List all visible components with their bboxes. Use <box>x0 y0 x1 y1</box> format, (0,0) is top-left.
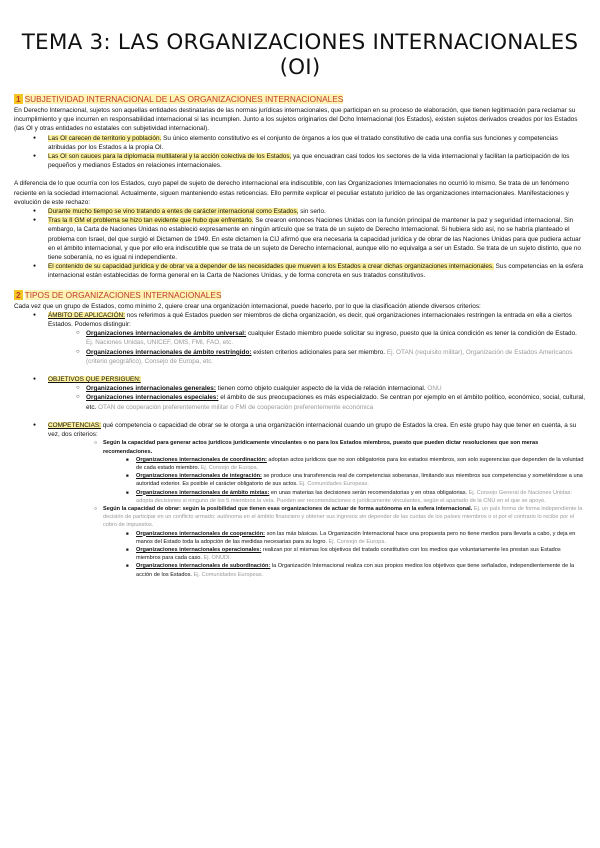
list-item: ● El contenido de su capacidad jurídica y de obrar va a depender de las necesidades que mueven a los Estados a crear dichas organizaciones internacionales. Sus competencias en la esfera internacional están establecidas de forma general en la Carta de Naciones Unidas, y de forma concreta en sus tratados constitutivos. <box>14 262 586 280</box>
list-item: ● Las OI son cauces para la diplomacia multilateral y la acción colectiva de los Estados, ya que encuadran casi todos los sectores de la vida internacional y facilitan la participación de los pequeños y medianos Estados en relaciones internacionales. <box>14 152 586 170</box>
criterion-objectives: ● OBJETIVOS QUE PERSIGUEN: <box>14 375 586 384</box>
page-title: TEMA 3: LAS ORGANIZACIONES INTERNACIONALES (OI) <box>21 30 579 80</box>
list-item: ■ Organizaciones internacionales operacionales: realizan por sí mismas los objetivos del tratado constitutivo con los medios que voluntariamente les prestan sus Estados miembros para cada caso. Ej. ONUDI. <box>14 546 586 562</box>
list-item: ○ Organizaciones internacionales de ámbito universal: cualquier Estado miembro puede solicitar su ingreso, puesto que la única condición es tener la condición de Estado. Ej. Naciones Unidas, UNICEF, OMS, FMI, FAO, etc. <box>14 329 586 347</box>
competence-criterion-legal-acts: ○ Según la capacidad para generar actos jurídicos jurídicamente vinculantes o no para los Estados miembros, puesto que pueden dictar resoluciones que son meras recomendaciones. <box>14 439 586 455</box>
list-item: ■ Organizaciones internacionales de integración: se produce una transferencia real de competencias soberanas, limitando sus miembros sus competencias y sometiéndose a una autoridad exterior. Es posible el carácter obligatorio de sus actos. Ej. Comunidades Europeas. <box>14 472 586 488</box>
section-2-heading <box>14 290 586 300</box>
section-1-number: 1 <box>16 94 21 104</box>
legal-acts-sublist <box>14 456 586 505</box>
scope-sublist <box>14 329 586 366</box>
section-2-intro: Cada vez que un grupo de Estados, como mínimo 2, quiere crear una organización internacional, puede hacerlo, por lo que la clasificación atiende diversos criterios: <box>14 302 481 310</box>
competence-criterion-capacity: ○ Según la capacidad de obrar: según la posibilidad que tienen esas organizaciones de actuar de forma autónoma en la esfera internacional. Ej. un país forma de forma independiente la decisión de participar en un conflicto armado; autónoma en el ámbito financiero y obtener sus ingresos sin depender de las cuotas de los países miembros o si por el contrario lo recibe por el cobro de impuestos. <box>14 505 586 530</box>
section-1-paragraph-2: A diferencia de lo que ocurría con los Estados, cuyo papel de sujeto de derecho internacional era indiscutible, con las Organizaciones Internacionales no ocurrió lo mismo. Se trata de un fenómeno reciente en la sociedad internacional. Actualmente, siguen manteniendo estas reticencias. Ello permite explicar el peculiar estatuto jurídico de las organizaciones internacionales. Manifestaciones y evolución de este rechazo: <box>14 180 569 206</box>
rejection-bullets <box>14 207 586 281</box>
section-1-title: SUBJETIVIDAD INTERNACIONAL DE LAS ORGANIZACIONES INTERNACIONALES <box>24 94 344 104</box>
section-1-bullets <box>14 134 586 171</box>
list-item: ○ Organizaciones internacionales de ámbito restringido: existen criterios adicionales para ser miembro. Ej. OTAN (requisito militar), Organización de Estados Americanos (criterio geográfico), Consejo de Europa, etc. <box>14 348 586 366</box>
section-1-heading <box>14 94 586 104</box>
list-item: ● Tras la II GM el problema se hizo tan evidente que hubo que enfrentarlo. Se crearon entonces Naciones Unidas con la función principal de mantener la paz y seguridad internacional. Sin embargo, la Carta de Naciones Unidas no estableció expresamente en ningún artículo que se trata de un sujeto de Derecho Internacional. Si hubiera sido así, no se habría planteado el problema con Israel, del que surgió el Dictamen de 1949. En este dictamen la CIJ afirmó que era necesaria la capacidad jurídica y de obrar de las Naciones Unidas para que pudiera actuar en el ámbito internacional, y que por ello era indiscutible que se trata de un sujeto de Derecho internacional, aunque ello no equivalga a ser un Estado. Se trata de un sujeto distinto, que no tiene soberanía, no es igual ni independiente. <box>14 216 586 262</box>
list-item: ● Las OI carecen de territorio y población. Su único elemento constitutivo es el conjunto de órganos a los que el tratado constitutivo de cada una confía sus funciones y competencias atribuidas por los Estados a la propia OI. <box>14 134 586 152</box>
list-item: ■ Organizaciones internacionales de subordinación: la Organización Internacional realiza con sus propios medios los objetivos que tiene señalados, independientemente de la acción de los Estados. Ej. Comunidades Europeas. <box>14 562 586 578</box>
list-item: ■ Organizaciones internacionales de ámbito mixtas: en unas materias las decisiones serán recomendatorias y en otras obligatorias. Ej. Consejo General de Naciones Unidas: adopta decisiones si ninguno de los 5 miembros la veta. Pueden ser recomendaciones o jurídicamente vinculantes, según el apartado de la CNU en el que se apoye. <box>14 489 586 505</box>
criteria-list <box>14 311 586 329</box>
list-item: ■ Organizaciones internacionales de cooperación: son las más básicas. La Organización Internacional hace una propuesta pero no tiene medios para llevarla a cabo, y deja en manos del Estado toda la adopción de las medidas necesarias para su logro. Ej. Consejo de Europa. <box>14 530 586 546</box>
section-2-title: TIPOS DE ORGANIZACIONES INTERNACIONALES <box>24 289 222 300</box>
list-item: ○ Organizaciones internacionales generales: tienen como objeto cualquier aspecto de la vida de relación internacional. ONU <box>14 384 586 393</box>
capacity-sublist <box>14 530 586 579</box>
section-1-intro: En Derecho Internacional, sujetos son aquellas entidades destinatarias de las normas jurídicas internacionales, que participan en su proceso de elaboración, que tienen legitimación para reclamar su incumplimiento y que incurren en responsabilidad internacional si las incumplen. Junto a los sujetos originarios del Dcho Internacional (los Estados), existen sujetos derivados creados por los Estados (las OI y otras entidades no estatales con subjetividad internacional). <box>14 107 578 133</box>
criterion-scope: ● ÁMBITO DE APLICACIÓN: nos referimos a qué Estados pueden ser miembros de dicha organización, es decir, qué organizaciones internacionales restringen la entrada en ella a ciertos Estados. Podemos distinguir: <box>14 311 586 329</box>
list-item: ■ Organizaciones internacionales de coordinación: adoptan actos jurídicos que no son obligatorios para los estados miembros, son solo sugerencias que dependen de la voluntad de cada estado miembro. Ej. Consejo de Europa. <box>14 456 586 472</box>
section-2-number: 2 <box>16 289 21 300</box>
list-item: ● Durante mucho tiempo se vino tratando a entes de carácter internacional como Estados, sin serlo. <box>14 207 586 216</box>
criterion-competences: ● COMPETENCIAS: qué competencia o capacidad de obrar se le otorga a una organización internacional cuando un grupo de Estados la crea. En este grupo hay que tener en cuenta, a su vez, dos criterios: <box>14 421 586 439</box>
list-item: ○ Organizaciones internacionales especiales: el ámbito de sus preocupaciones es más especializado. Se centran por ejemplo en el ámbito político, económico, social, cultural, etc. OTAN de cooperación preferentemente militar o FMI de cooperación preferentemente económica <box>14 393 586 411</box>
objectives-sublist <box>14 384 586 412</box>
